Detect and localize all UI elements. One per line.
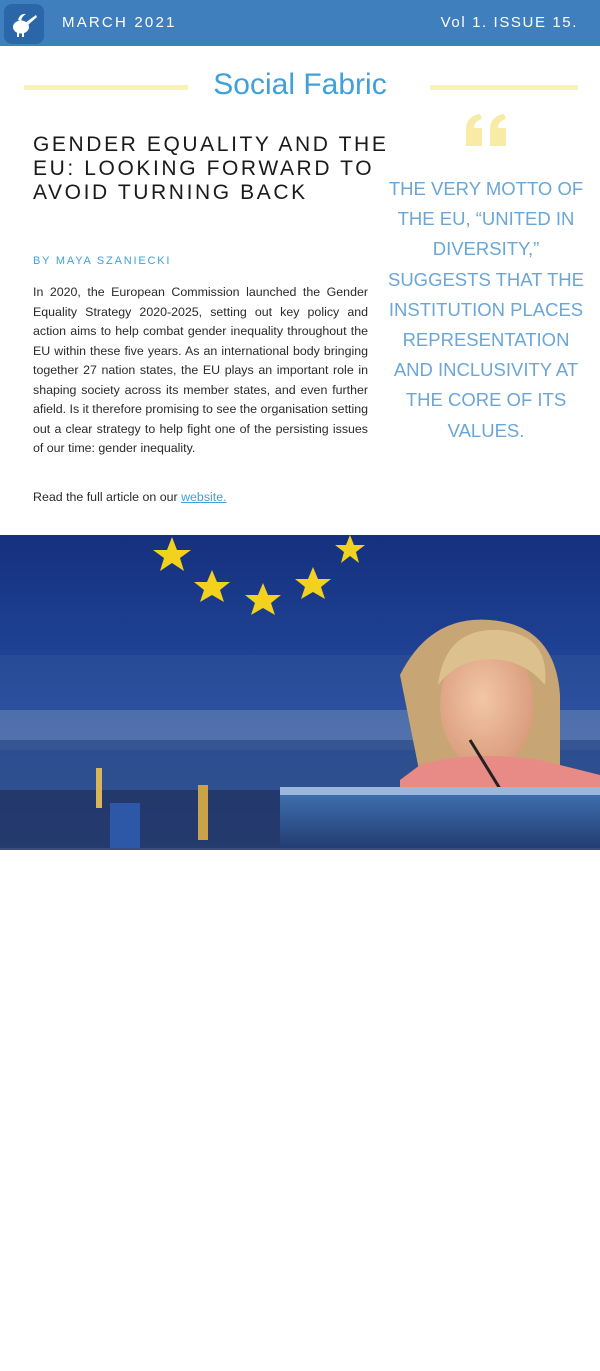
quote-icon xyxy=(464,112,510,153)
issue-date: MARCH 2021 xyxy=(62,14,177,31)
photo-illustration xyxy=(0,535,600,848)
article-body: In 2020, the European Commission launched the Gender Equality Strategy 2020-2025, setting out key policy and action aims to help combat gender inequality throughout the EU within these five years. As an international body bringing together 27 nation states, the EU plays an important role in shaping society across its member states, and even further afield. Is it therefore promising to see the organisation setting out a clear strategy to help fight one of the persisting issues of our time: gender inequality. xyxy=(33,285,368,455)
website-link[interactable]: website. xyxy=(181,490,227,504)
read-more-text: Read the full article on our xyxy=(33,490,178,504)
issue-number: Vol 1. ISSUE 15. xyxy=(440,14,578,31)
pull-quote: THE VERY MOTTO OF THE EU, “UNITED IN DIVERSITY,” SUGGESTS THAT THE INSTITUTION PLACES REPRESENTATION AND INCLUSIVITY AT THE CORE OF ITS VALUES. xyxy=(387,178,584,441)
logo-icon[interactable] xyxy=(4,4,44,44)
article-photo xyxy=(0,535,600,1370)
article-byline: BY MAYA SZANIECKI xyxy=(33,255,172,267)
masthead-bar xyxy=(0,0,600,46)
photo-caption: European Commission President Ursula von der Leyen at the European Parliament in Brussels. Credit: CC-BY-4.0: © European Union 2020, Flickr.com xyxy=(2,1361,550,1370)
article-headline: GENDER EQUALITY AND THE EU: LOOKING FORWARD TO AVOID TURNING BACK xyxy=(33,133,389,204)
section-title: Social Fabric xyxy=(213,68,387,101)
read-more xyxy=(33,490,227,504)
